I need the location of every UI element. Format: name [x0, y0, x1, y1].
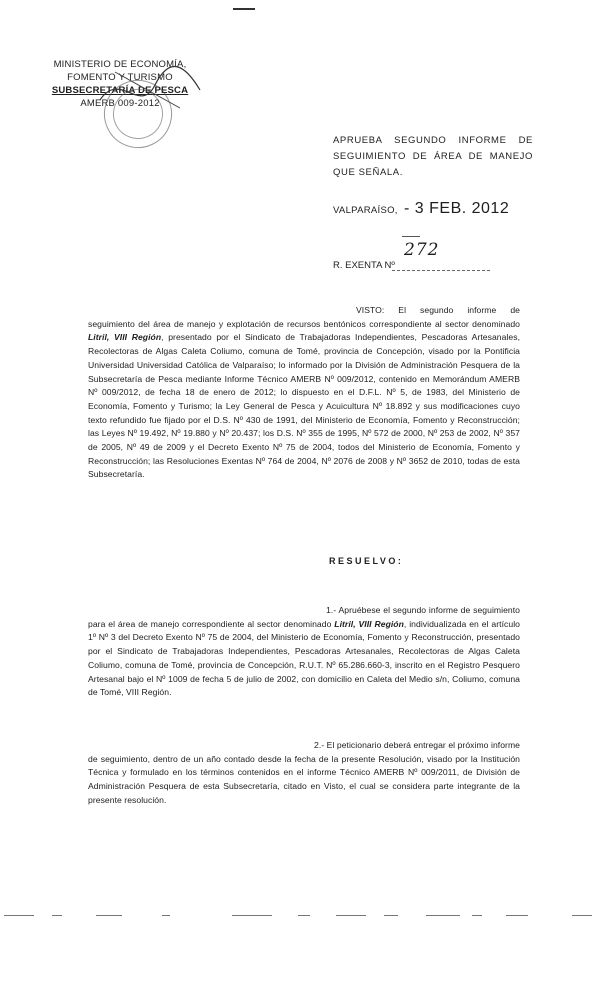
- resolution-number-line: [392, 270, 490, 271]
- item1-rest: , individualizada en el artículo 1º Nº 3 del Decreto Exento Nº 75 de 2004, del Ministerio de Economía, Fomento y Reconstrucción, presentado por el Sindicato de Trabajadoras Independientes, Pescadoras Artesanales, Recolectoras de Algas Caleta Coliumo, comuna de Tomé, provincia de Concepción, R.U.T. Nº 65.286.660-3, inscrito en el Registro Pesquero Artesanal bajo el Nº 1009 de fecha 5 de julio de 2002, con domicilio en Caleta del Medio s/n, Coliumo, comuna de Tomé, VIII Región.: [88, 618, 520, 698]
- signature-mark: [95, 60, 205, 120]
- resolution-item-1: [88, 604, 520, 700]
- resolution-number-dash: [402, 236, 420, 237]
- letterhead-ministry-2: FOMENTO Y TURISMO: [67, 72, 173, 83]
- date-stamp: - 3 FEB. 2012: [404, 200, 510, 217]
- visto-sector: Litril, VIII Región: [88, 332, 162, 343]
- top-mark: [233, 8, 255, 10]
- resuelvo-heading: RESUELVO:: [329, 556, 404, 566]
- visto-lead: VISTO: El segundo informe de seguimiento del área de manejo y explotación de recursos bentónicos correspondiente al sector denominado: [88, 305, 520, 329]
- resolution-subject: APRUEBA SEGUNDO INFORME DE SEGUIMIENTO DE ÁREA DE MANEJO QUE SEÑALA.: [333, 135, 533, 178]
- letterhead-reference: AMERB 009-2012: [80, 98, 160, 109]
- visto-rest: , presentado por el Sindicato de Trabajadoras Independientes, Pescadoras Artesanales, Recolectoras de Algas Caleta Coliumo, comuna de Tomé, provincia de Concepción, visado por la Pontificia Universidad Universidad Católica de Valparaíso; lo informado por la División de Administración Pesquera de la Subsecretaría de Pesca mediante Informe Técnico AMERB Nº 009/2012, contenido en Memorándum AMERB Nº 009/2012, de fecha 18 de enero de 2012; lo dispuesto en el D.F.L. Nº 5, de 1983, del Ministerio de Economía, Fomento y Turismo; la Ley General de Pesca y Acuicultura Nº 18.892 y sus modificaciones cuyo texto refundido fue fijado por el D.S. Nº 430 de 1991, del Ministerio de Economía, Fomento y Reconstrucción; las Leyes Nº 19.492, Nº 19.880 y Nº 20.437; los D.S. Nº 355 de 1995, Nº 572 de 2000, Nº 253 de 2002, Nº 357 de 2005, Nº 49 de 2009 y el Decreto Exento Nº 75 de 2004, todos del Ministerio de Economía, Fomento y Reconstrucción; las Resoluciones Exentas Nº 764 de 2004, Nº 2076 de 2008 y Nº 3652 de 2010, todas de esta Subsecretaría.: [88, 332, 521, 480]
- resolution-number: 272: [404, 240, 440, 260]
- resolution-item-2: 2.- El peticionario deberá entregar el próximo informe de seguimiento, dentro de un año contado desde la fecha de la presente Resolución, visado por la Institución Técnica y formulado en los términos contenidos en el informe Técnico AMERB Nº 009/2011, de División de Administración Pesquera de esta Subsecretaría, citado en Visto, el cual se considera parte integrante de la presente resolución.: [88, 740, 520, 805]
- visto-paragraph: [88, 304, 520, 482]
- item1-sector: Litril, VIII Región: [334, 618, 404, 629]
- item1-lead: 1.- Apruébese el segundo informe de seguimiento para el área de manejo correspondiente al sector denominado: [88, 605, 520, 629]
- resolution-label: R. EXENTA Nº: [333, 260, 395, 271]
- letterhead-subsecretaria: SUBSECRETARÍA DE PESCA: [51, 85, 189, 96]
- scan-edge-marks: [0, 915, 600, 919]
- letterhead-ministry: MINISTERIO DE ECONOMÍA,: [53, 59, 187, 70]
- place-label: VALPARAÍSO,: [333, 205, 398, 216]
